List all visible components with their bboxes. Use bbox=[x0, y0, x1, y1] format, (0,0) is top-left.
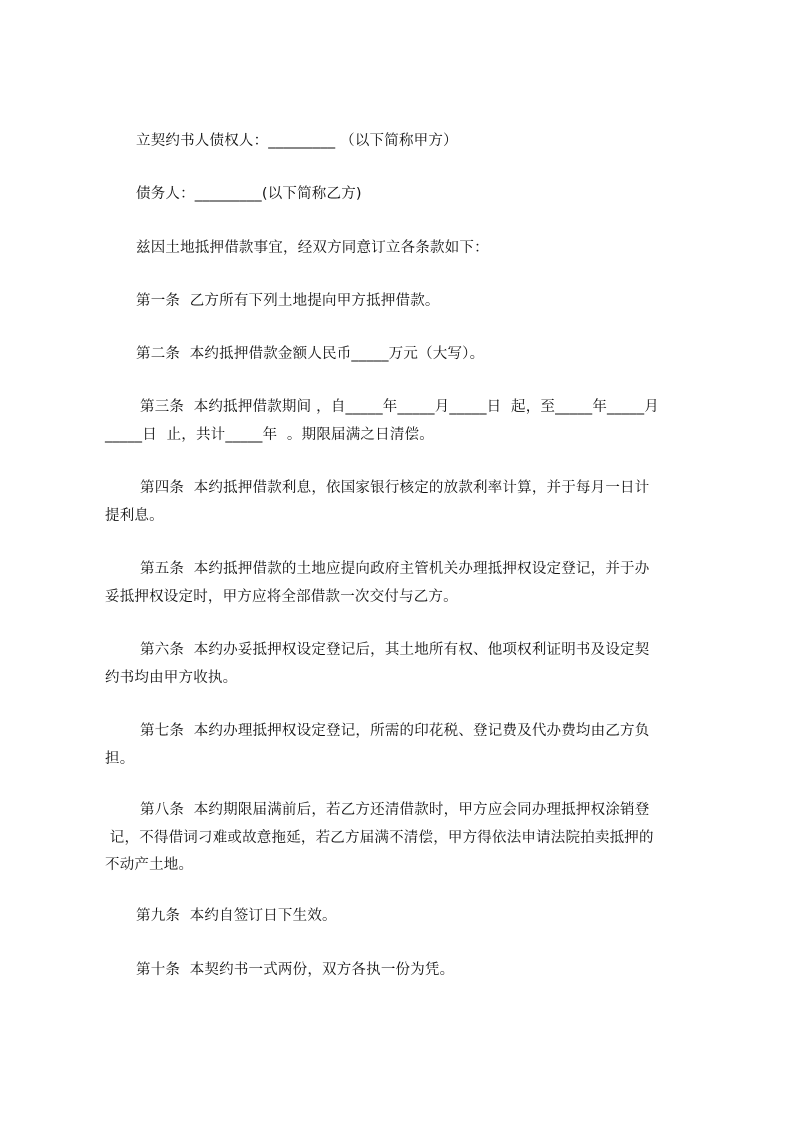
article-8-line-1: 第八条 本约期限届满前后，若乙方还清借款时，甲方应会同办理抵押权涂销登 bbox=[140, 802, 650, 818]
article-5-line-1: 第五条 本约抵押借款的土地应提向政府主管机关办理抵押权设定登记，并于办 bbox=[140, 561, 650, 577]
article-5-line-2: 妥抵押权设定时，甲方应将全部借款一次交付与乙方。 bbox=[105, 589, 458, 605]
article-10: 第十条 本契约书一式两份，双方各执一份为凭。 bbox=[136, 962, 455, 978]
article-7-line-1: 第七条 本约办理抵押权设定登记，所需的印花税、登记费及代办费均由乙方负 bbox=[140, 723, 650, 739]
article-7-line-2: 担。 bbox=[105, 751, 135, 767]
article-8-line-2: 记，不得借词刁难或故意拖延，若乙方届满不清偿，甲方得依法申请法院拍卖抵押的 bbox=[105, 830, 654, 846]
article-8-line-3: 不动产土地。 bbox=[105, 857, 194, 873]
article-4-line-2: 提利息。 bbox=[105, 508, 164, 524]
article-4-line-1: 第四条 本约抵押借款利息，依国家银行核定的放款利率计算，并于每月一日计 bbox=[140, 480, 650, 496]
article-2: 第二条 本约抵押借款金额人民币_____万元（大写）。 bbox=[136, 346, 485, 362]
creditor-line: 立契约书人债权人：_________ （以下简称甲方） bbox=[136, 133, 458, 149]
article-1: 第一条 乙方所有下列土地提向甲方抵押借款。 bbox=[136, 293, 440, 309]
debtor-line: 债务人：_________(以下简称乙方) bbox=[136, 186, 362, 202]
article-9: 第九条 本约自签订日下生效。 bbox=[136, 908, 337, 924]
article-3-line-2: _____日 止，共计_____年 。期限届满之日清偿。 bbox=[105, 427, 434, 443]
article-6-line-2: 约书均由甲方收执。 bbox=[105, 670, 238, 686]
preamble-line: 兹因土地抵押借款事宜，经双方同意订立各条款如下： bbox=[136, 240, 489, 256]
article-6-line-1: 第六条 本约办妥抵押权设定登记后，其土地所有权、他项权利证明书及设定契 bbox=[140, 642, 650, 658]
article-3-line-1: 第三条 本约抵押借款期间 ，自_____年_____月_____日 起，至_____年_____月 bbox=[140, 399, 659, 415]
